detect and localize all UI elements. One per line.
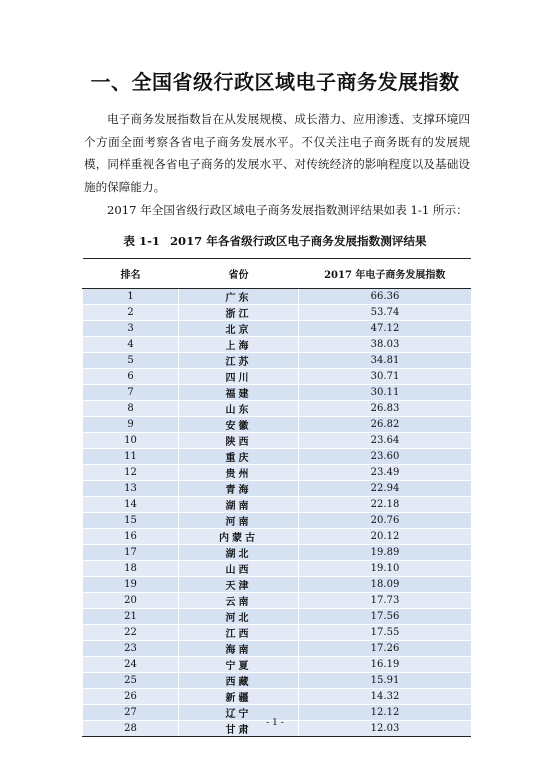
- table-row: [83, 625, 472, 641]
- cell-index: 12.03: [299, 721, 472, 737]
- cell-index: 30.71: [299, 369, 472, 385]
- cell-province: 云南: [179, 593, 299, 609]
- cell-rank: 2: [83, 305, 179, 321]
- table-row: [83, 401, 472, 417]
- cell-rank: 18: [83, 561, 179, 577]
- cell-province: 北京: [179, 321, 299, 337]
- cell-index: 17.55: [299, 625, 472, 641]
- cell-rank: 7: [83, 385, 179, 401]
- cell-rank: 11: [83, 449, 179, 465]
- table-body: [83, 289, 472, 737]
- cell-index: 12.12: [299, 705, 472, 721]
- cell-rank: 16: [83, 529, 179, 545]
- table-row: [83, 593, 472, 609]
- table-row: [83, 321, 472, 337]
- page-number: - 1 -: [266, 718, 284, 728]
- cell-index: 23.49: [299, 465, 472, 481]
- cell-index: 23.64: [299, 433, 472, 449]
- cell-rank: 3: [83, 321, 179, 337]
- cell-index: 47.12: [299, 321, 472, 337]
- table-row: [83, 417, 472, 433]
- cell-index: 22.94: [299, 481, 472, 497]
- table-row: [83, 609, 472, 625]
- body-paragraph: [84, 108, 470, 198]
- table-row: [83, 689, 472, 705]
- cell-rank: 23: [83, 641, 179, 657]
- cell-province: 西藏: [179, 673, 299, 689]
- cell-province: 河北: [179, 609, 299, 625]
- table-row: [83, 657, 472, 673]
- cell-province: 新疆: [179, 689, 299, 705]
- cell-index: 18.09: [299, 577, 472, 593]
- table-caption-title: 2017 年各省级行政区电子商务发展指数测评结果: [169, 234, 427, 248]
- cell-province: 青海: [179, 481, 299, 497]
- cell-rank: 28: [83, 721, 179, 737]
- cell-index: 53.74: [299, 305, 472, 321]
- cell-province: 天津: [179, 577, 299, 593]
- table-row: [83, 513, 472, 529]
- cell-rank: 22: [83, 625, 179, 641]
- cell-index: 26.82: [299, 417, 472, 433]
- cell-rank: 21: [83, 609, 179, 625]
- cell-province: 浙江: [179, 305, 299, 321]
- cell-index: 20.12: [299, 529, 472, 545]
- cell-province: 甘肃: [179, 721, 299, 737]
- cell-province: 河南: [179, 513, 299, 529]
- table-row: [83, 465, 472, 481]
- cell-index: 14.32: [299, 689, 472, 705]
- cell-province: 江西: [179, 625, 299, 641]
- cell-rank: 9: [83, 417, 179, 433]
- cell-index: 17.73: [299, 593, 472, 609]
- cell-rank: 20: [83, 593, 179, 609]
- table-row: [83, 305, 472, 321]
- table-caption: [0, 233, 550, 249]
- header-province: 省份: [179, 259, 299, 289]
- section-heading: 一、全国省级行政区域电子商务发展指数: [90, 70, 460, 94]
- cell-province: 江苏: [179, 353, 299, 369]
- table-row: [83, 433, 472, 449]
- table-row: [83, 641, 472, 657]
- cell-province: 海南: [179, 641, 299, 657]
- cell-index: 20.76: [299, 513, 472, 529]
- cell-index: 16.19: [299, 657, 472, 673]
- table-header-row: [83, 259, 472, 289]
- cell-province: 上海: [179, 337, 299, 353]
- table-row: [83, 481, 472, 497]
- cell-rank: 14: [83, 497, 179, 513]
- cell-province: 宁夏: [179, 657, 299, 673]
- cell-index: 23.60: [299, 449, 472, 465]
- table-row: [83, 337, 472, 353]
- cell-index: 30.11: [299, 385, 472, 401]
- cell-province: 辽宁: [179, 705, 299, 721]
- cell-index: 15.91: [299, 673, 472, 689]
- table-row: [83, 561, 472, 577]
- cell-index: 66.36: [299, 289, 472, 305]
- cell-rank: 26: [83, 689, 179, 705]
- cell-index: 26.83: [299, 401, 472, 417]
- cell-rank: 24: [83, 657, 179, 673]
- table-row: [83, 673, 472, 689]
- table-row: [83, 449, 472, 465]
- cell-province: 福建: [179, 385, 299, 401]
- cell-province: 山东: [179, 401, 299, 417]
- cell-province: 湖南: [179, 497, 299, 513]
- cell-province: 广东: [179, 289, 299, 305]
- cell-province: 贵州: [179, 465, 299, 481]
- cell-rank: 13: [83, 481, 179, 497]
- table-row: [83, 497, 472, 513]
- cell-province: 安徽: [179, 417, 299, 433]
- header-rank: 排名: [83, 259, 179, 289]
- table-row: [83, 289, 472, 305]
- ranking-table: [82, 258, 471, 737]
- cell-rank: 1: [83, 289, 179, 305]
- cell-rank: 10: [83, 433, 179, 449]
- cell-index: 19.10: [299, 561, 472, 577]
- table-row: [83, 369, 472, 385]
- cell-index: 19.89: [299, 545, 472, 561]
- cell-rank: 5: [83, 353, 179, 369]
- cell-rank: 12: [83, 465, 179, 481]
- header-index: 2017 年电子商务发展指数: [299, 259, 472, 289]
- cell-rank: 6: [83, 369, 179, 385]
- cell-rank: 17: [83, 545, 179, 561]
- paragraph-text: 电子商务发展指数旨在从发展规模、成长潜力、应用渗透、支撑环境四个方面全面考察各省电子商务发展水平。不仅关注电子商务既有的发展规模，同样重视各省电子商务的发展水平、对传统经济的影响程度以及基础设施的保障能力。: [84, 112, 470, 194]
- table-caption-label: 表 1-1: [123, 234, 160, 248]
- table-row: [83, 577, 472, 593]
- cell-province: 陕西: [179, 433, 299, 449]
- table-row: [83, 529, 472, 545]
- cell-province: 内蒙古: [179, 529, 299, 545]
- table-row: [83, 353, 472, 369]
- cell-province: 四川: [179, 369, 299, 385]
- cell-rank: 15: [83, 513, 179, 529]
- cell-rank: 4: [83, 337, 179, 353]
- table-row: [83, 545, 472, 561]
- table-row: [83, 385, 472, 401]
- table-intro-text: 2017 年全国省级行政区域电子商务发展指数测评结果如表 1-1 所示：: [107, 203, 468, 217]
- cell-index: 17.26: [299, 641, 472, 657]
- cell-province: 湖北: [179, 545, 299, 561]
- cell-rank: 19: [83, 577, 179, 593]
- cell-province: 山西: [179, 561, 299, 577]
- cell-index: 17.56: [299, 609, 472, 625]
- cell-province: 重庆: [179, 449, 299, 465]
- cell-rank: 27: [83, 705, 179, 721]
- cell-index: 22.18: [299, 497, 472, 513]
- cell-index: 34.81: [299, 353, 472, 369]
- cell-rank: 8: [83, 401, 179, 417]
- cell-index: 38.03: [299, 337, 472, 353]
- cell-rank: 25: [83, 673, 179, 689]
